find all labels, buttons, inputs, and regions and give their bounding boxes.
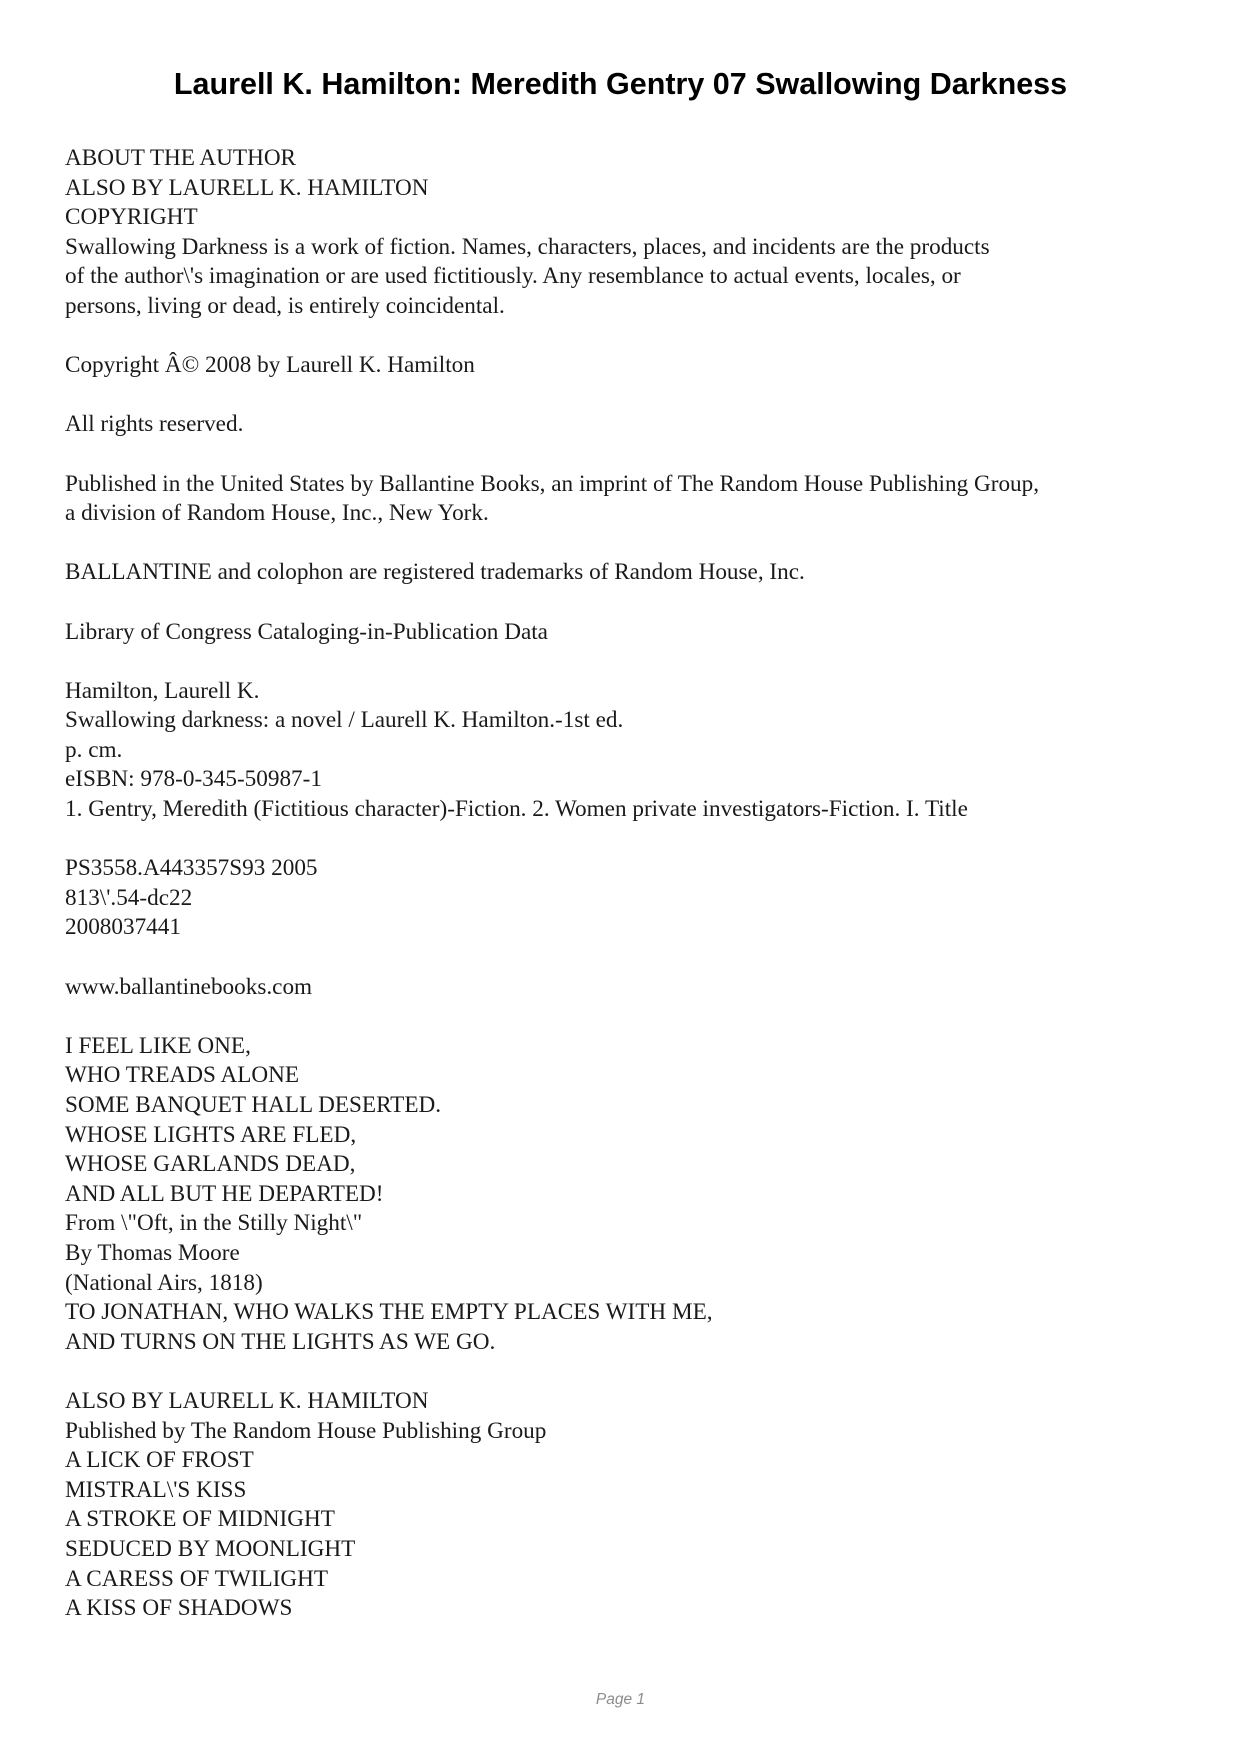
book-title: A STROKE OF MIDNIGHT <box>65 1506 335 1533</box>
classification-line: 813\'.54-dc22 <box>65 884 193 911</box>
cip-block <box>65 677 1185 825</box>
table-of-contents <box>65 144 1185 233</box>
also-by-publisher: Published by The Random House Publishing Group <box>65 1417 547 1444</box>
trademark-line: BALLANTINE and colophon are registered trademarks of Random House, Inc. <box>65 559 805 586</box>
website-line: www.ballantinebooks.com <box>65 973 313 1000</box>
toc-item: ALSO BY LAURELL K. HAMILTON <box>65 174 429 201</box>
epigraph-line: By Thomas Moore <box>65 1239 240 1266</box>
cip-line: Swallowing darkness: a novel / Laurell K. Hamilton.-1st ed. <box>65 707 624 734</box>
cip-line: p. cm. <box>65 736 123 763</box>
cip-heading: Library of Congress Cataloging-in-Publication Data <box>65 618 548 645</box>
epigraph-line: (National Airs, 1818) <box>65 1269 263 1296</box>
classification-line: PS3558.A443357S93 2005 <box>65 855 318 882</box>
toc-item: ABOUT THE AUTHOR <box>65 145 297 171</box>
epigraph-line: I FEEL LIKE ONE, <box>65 1032 251 1059</box>
disclaimer-paragraph <box>65 233 1185 322</box>
classification-line: 2008037441 <box>65 914 181 941</box>
rights-line: All rights reserved. <box>65 411 244 438</box>
cip-line: eISBN: 978-0-345-50987-1 <box>65 766 322 793</box>
epigraph-block <box>65 1032 1185 1358</box>
epigraph-line: SOME BANQUET HALL DESERTED. <box>65 1092 442 1118</box>
also-by-block <box>65 1387 1185 1624</box>
epigraph-line: AND ALL BUT HE DEPARTED! <box>65 1180 384 1207</box>
page-content <box>65 144 1185 1624</box>
epigraph-line: WHO TREADS ALONE <box>65 1062 300 1089</box>
page-number: Page 1 <box>595 1691 646 1708</box>
text-line: of the author\'s imagination or are used fictitiously. Any resemblance to actual events, locales, or <box>65 263 961 290</box>
text-line: persons, living or dead, is entirely coincidental. <box>65 292 505 319</box>
text-line: Published in the United States by Ballantine Books, an imprint of The Random House Publishing Group, <box>65 470 1040 497</box>
dedication-line: AND TURNS ON THE LIGHTS AS WE GO. <box>65 1328 496 1355</box>
epigraph-line: From \"Oft, in the Stilly Night\" <box>65 1210 363 1237</box>
toc-item: COPYRIGHT <box>65 204 198 231</box>
cip-line: 1. Gentry, Meredith (Fictitious character)-Fiction. 2. Women private investigators-Fiction. I. Title <box>65 796 968 823</box>
page-title: Laurell K. Hamilton: Meredith Gentry 07 Swallowing Darkness <box>173 67 1068 101</box>
cip-line: Hamilton, Laurell K. <box>65 677 260 704</box>
epigraph-line: WHOSE GARLANDS DEAD, <box>65 1151 356 1178</box>
epigraph-line: WHOSE LIGHTS ARE FLED, <box>65 1121 357 1148</box>
dedication-line: TO JONATHAN, WHO WALKS THE EMPTY PLACES WITH ME, <box>65 1299 713 1326</box>
copyright-line: Copyright Â© 2008 by Laurell K. Hamilton <box>65 352 475 379</box>
classification-block <box>65 854 1185 943</box>
text-line: Swallowing Darkness is a work of fiction. Names, characters, places, and incidents are the products <box>65 233 990 260</box>
book-title: A KISS OF SHADOWS <box>65 1595 293 1622</box>
text-line: a division of Random House, Inc., New York. <box>65 500 489 527</box>
book-title: MISTRAL\'S KISS <box>65 1476 247 1503</box>
book-title: A CARESS OF TWILIGHT <box>65 1565 329 1592</box>
also-by-heading: ALSO BY LAURELL K. HAMILTON <box>65 1387 429 1414</box>
book-title: A LICK OF FROST <box>65 1447 254 1474</box>
publisher-paragraph <box>65 470 1185 529</box>
book-title: SEDUCED BY MOONLIGHT <box>65 1535 356 1562</box>
